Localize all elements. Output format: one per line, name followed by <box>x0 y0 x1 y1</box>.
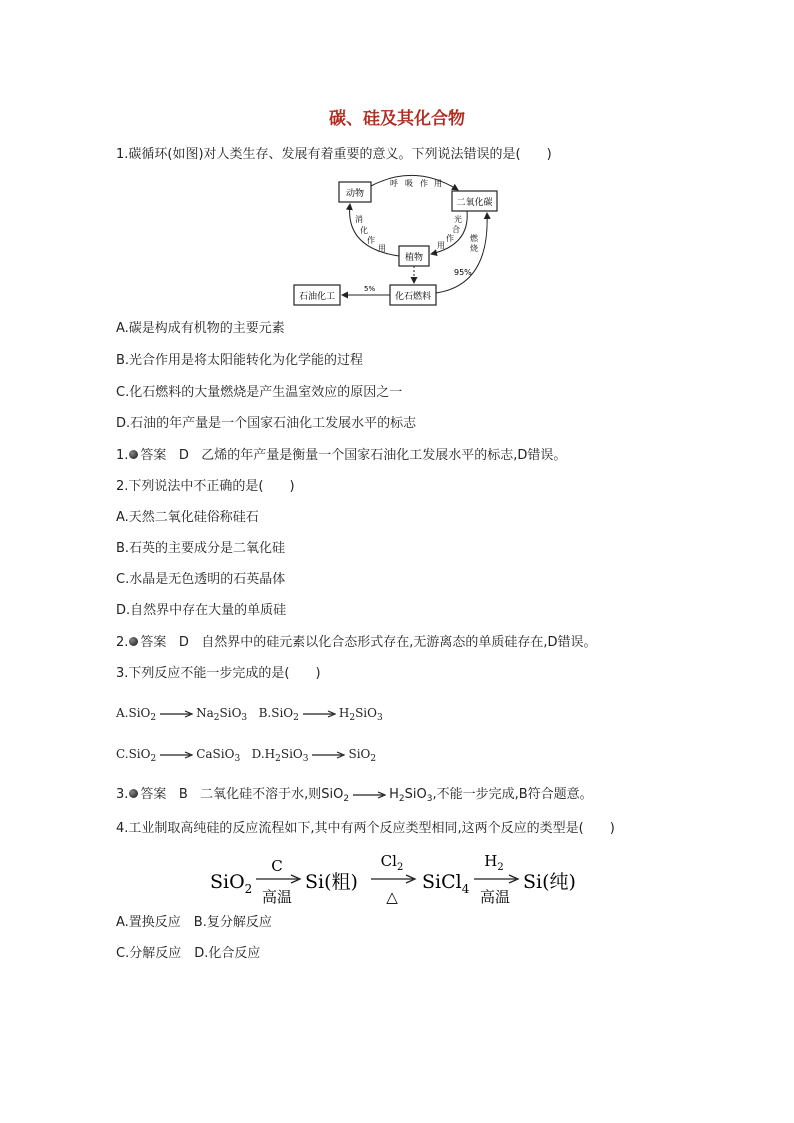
burn-char-1: 燃 <box>470 234 478 243</box>
pct-95-label: 95% <box>454 268 472 277</box>
answer-label: 答案 <box>140 635 167 650</box>
answer-text: 乙烯的年产量是衡量一个国家石油化工发展水平的标志,D错误。 <box>201 448 567 463</box>
photosynthesis-char-3: 作 <box>446 234 454 243</box>
answer-letter: D <box>178 448 189 463</box>
respiration-char-3: 作 <box>420 179 428 188</box>
page-title: 碳、硅及其化合物 <box>329 109 465 129</box>
q4-options-ab: A.置换反应 B.复分解反应 <box>116 915 272 930</box>
digestion-char-2: 化 <box>360 226 368 235</box>
flow-si-crude: Si(粗) <box>305 871 358 893</box>
q4-options-cd: C.分解反应 D.化合反应 <box>116 946 261 961</box>
flow-si-pure: Si(纯) <box>523 871 576 893</box>
arrow1-top: C <box>271 857 283 875</box>
q1-stem: 1.碳循环(如图)对人类生存、发展有着重要的意义。下列说法错误的是( ) <box>116 147 552 162</box>
q1-option-a: A.碳是构成有机物的主要元素 <box>116 321 285 336</box>
animal-label: 动物 <box>345 189 365 199</box>
answer-num: 2. <box>116 635 129 650</box>
photosynthesis-char-4: 用 <box>437 241 445 250</box>
petro-label: 石油化工 <box>298 292 336 302</box>
q2-stem: 2.下列说法中不正确的是( ) <box>116 479 295 494</box>
q2-option-d: D.自然界中存在大量的单质硅 <box>116 603 287 618</box>
answer-text: 自然界中的硅元素以化合态形式存在,无游离态的单质硅存在,D错误。 <box>201 635 597 650</box>
q4-stem: 4.工业制取高纯硅的反应流程如下,其中有两个反应类型相同,这两个反应的类型是( ) <box>116 821 615 836</box>
digestion-char-3: 作 <box>367 236 375 245</box>
answer-letter: D <box>178 635 189 650</box>
answer-letter: B <box>178 787 188 802</box>
answer-label: 答案 <box>140 448 167 463</box>
q3-option-c: C.SiO$_2$ CaSiO$_3$ <box>116 747 241 764</box>
answer-num: 1. <box>116 448 129 463</box>
q3-option-d: $D.H_2SiO_3$ SiO$_2$ <box>251 747 377 764</box>
q2-option-b: B.石英的主要成分是二氧化硅 <box>116 541 286 556</box>
pct-5-label: 5% <box>364 285 376 293</box>
answer-label: 答案 <box>140 787 167 802</box>
answer-text: 二氧化硅不溶于水,则SiO$_2$ $H_2SiO_3$,不能一步完成,B符合题意。 <box>200 787 593 804</box>
fossil-label: 化石燃料 <box>394 292 432 302</box>
arrow1-bottom: 高温 <box>261 888 293 906</box>
digestion-char-1: 消 <box>355 215 363 224</box>
q2-option-a: A.天然二氧化硅俗称硅石 <box>116 510 259 525</box>
q3-stem: 3.下列反应不能一步完成的是( ) <box>116 666 321 681</box>
flow-sicl4: SiCl$_4$ <box>422 871 470 896</box>
arrow2-top: $Cl_2$ <box>380 852 404 873</box>
q3-option-b: B.SiO$_2$ $H_2SiO_3$ <box>258 706 383 723</box>
arrow2-bottom: △ <box>386 888 398 906</box>
plant-label: 植物 <box>404 253 424 263</box>
q2-option-c: C.水晶是无色透明的石英晶体 <box>116 572 286 587</box>
q1-option-b: B.光合作用是将太阳能转化为化学能的过程 <box>116 353 364 368</box>
q1-option-c: C.化石燃料的大量燃烧是产生温室效应的原因之一 <box>116 385 403 400</box>
respiration-char-2: 吸 <box>405 179 413 188</box>
arrow3-top: $H_2$ <box>484 852 504 873</box>
flow-sio2: SiO$_2$ <box>210 871 253 896</box>
q3-option-a: A.SiO$_2$ $Na_2SiO_3$ <box>116 706 248 723</box>
respiration-char-4: 用 <box>434 179 442 188</box>
arrow3-bottom: 高温 <box>479 888 511 906</box>
burn-char-2: 烧 <box>470 244 478 253</box>
answer-num: 3. <box>116 787 129 802</box>
co2-label: 二氧化碳 <box>456 198 493 208</box>
photosynthesis-char-1: 光 <box>454 215 462 224</box>
digestion-char-4: 用 <box>378 244 386 253</box>
respiration-char-1: 呼 <box>390 179 398 188</box>
q1-option-d: D.石油的年产量是一个国家石油化工发展水平的标志 <box>116 416 417 431</box>
photosynthesis-char-2: 合 <box>452 225 460 234</box>
